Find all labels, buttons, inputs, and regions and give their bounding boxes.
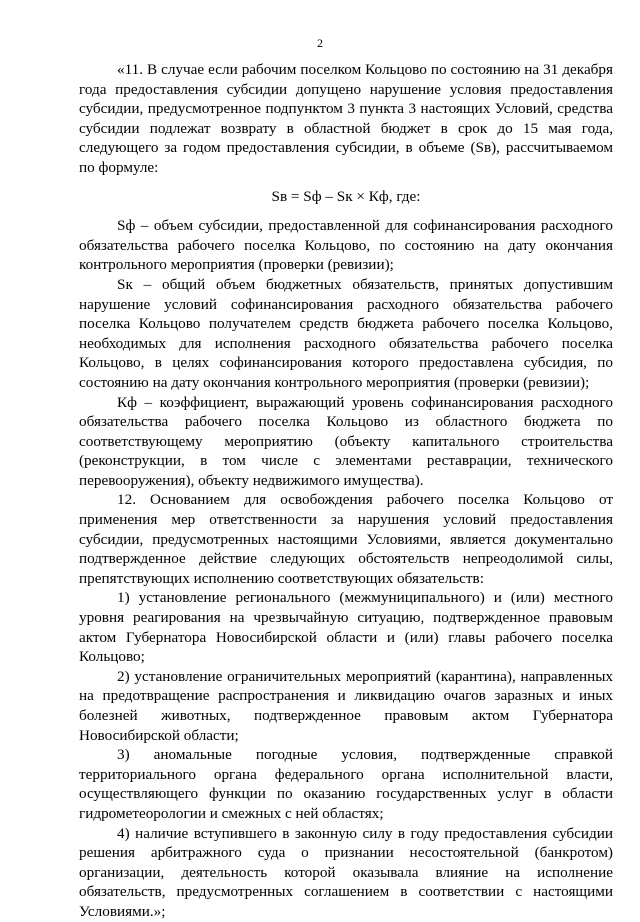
list-item-4: 4) наличие вступившего в законную силу в году предоставления субсидии решения арбитражного суда о признании несостоятельной (банкротом) организации, деятельность которой оказывала влияние на исполнение обязательств, предусмотренных соглашением в соответствии с настоящими Условиями.»;	[79, 824, 613, 920]
definition-kf: Кф – коэффициент, выражающий уровень софинансирования расходного обязательства рабочего поселка Кольцово из областного бюджета по соответствующему мероприятию (объекту капитального строительства (реконструкции, в том числе с элементами реставрации, технического перевооружения), объекту недвижимого имущества).	[79, 393, 613, 489]
document-body	[79, 60, 613, 922]
list-item-2: 2) установление ограничительных мероприятий (карантина), направленных на предотвращение распространения и ликвидацию очагов заразных и иных болезней животных, подтвержденное правовым актом Губернатора Новосибирской области;	[79, 667, 613, 744]
list-item-3: 3) аномальные погодные условия, подтвержденные справкой территориального органа федерального органа исполнительной власти, осуществляющего функции по оказанию государственных услуг в области гидрометеорологии и смежных с ней областях;	[79, 746, 613, 822]
definition-sk: Sк – общий объем бюджетных обязательств, принятых допустившим нарушение условий софинансирования расходного обязательства рабочего поселка Кольцово получателем средств бюджета рабочего поселка Кольцово, необходимых для исполнения расходного обязательства рабочего поселка Кольцово, в целях софинансирования которого предоставлена субсидия, по состоянию на дату окончания контрольного мероприятия (проверки (ревизии);	[79, 275, 613, 391]
list-item-1: 1) установление регионального (межмуниципального) и (или) местного уровня реагирования на чрезвычайную ситуацию, подтвержденное правовым актом Губернатора Новосибирской области и (или) главы рабочего поселка Кольцово;	[79, 589, 613, 666]
paragraph-12: 12. Основанием для освобождения рабочего поселка Кольцово от применения мер ответственности за нарушения условий предоставления субсидии, предусмотренных настоящими Условиями, является документально подтвержденное действие следующих обстоятельств непреодолимой силы, препятствующих исполнению соответствующих обязательств:	[79, 491, 613, 587]
page-number: 2	[317, 36, 323, 50]
paragraph-11: «11. В случае если рабочим поселком Кольцово по состоянию на 31 декабря года предоставления субсидии допущено нарушение условия предоставления субсидии, предусмотренное подпунктом 3 пункта 3 настоящих Условий, средства субсидии подлежат возврату в областной бюджет в срок до 15 мая года, следующего за годом предоставления субсидии, в объеме (Sв), рассчитываемом по формуле:	[79, 61, 613, 176]
formula: Sв = Sф – Sк × Кф, где:	[271, 187, 421, 205]
definition-sf: Sф – объем субсидии, предоставленной для софинансирования расходного обязательства рабочего поселка Кольцово, по состоянию на дату окончания контрольного мероприятия (проверки (ревизии);	[79, 217, 613, 274]
